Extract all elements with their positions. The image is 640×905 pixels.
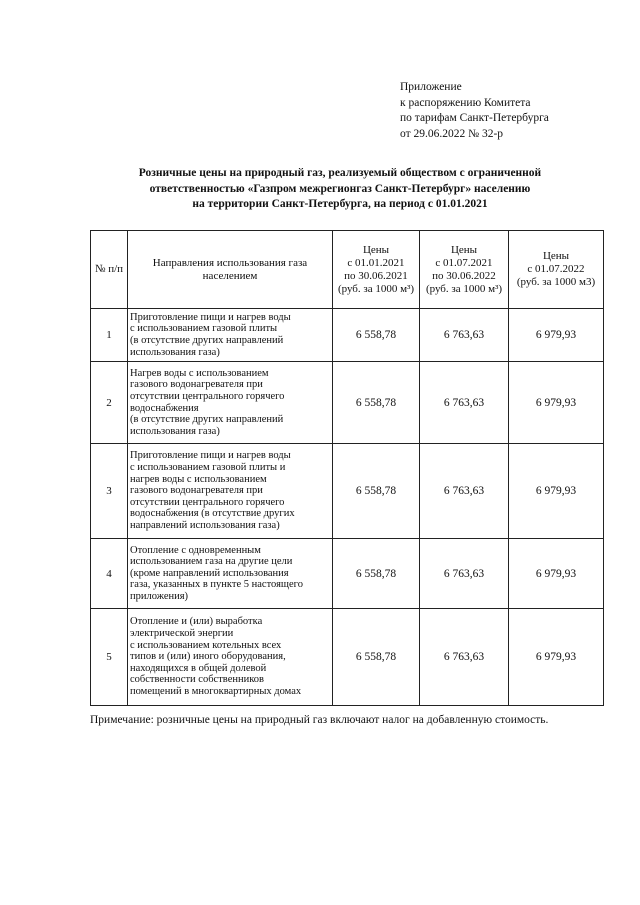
row-price-3: 6 979,93 (509, 362, 604, 444)
row-direction: Отопление с одновременным использованием газа на другие цели (кроме направлений использования газа, указанных в пункте 5 настоящего приложения) (128, 539, 333, 609)
row-price-3: 6 979,93 (509, 539, 604, 609)
row-price-1: 6 558,78 (333, 539, 420, 609)
appendix-line: от 29.06.2022 № 32-р (400, 127, 504, 140)
row-price-3: 6 979,93 (509, 609, 604, 706)
row-direction: Приготовление пищи и нагрев воды с использованием газовой плиты и нагрев воды с использованием газового водонагревателя при отсутствии центрального горячего водоснабжения (в отсутствие других направлений использования газа) (128, 444, 333, 539)
row-price-2: 6 763,63 (420, 444, 509, 539)
table-row (91, 362, 604, 444)
table-row (91, 444, 604, 539)
table-header-row (91, 231, 604, 309)
row-price-2: 6 763,63 (420, 609, 509, 706)
row-direction: Отопление и (или) выработка электрической энергии с использованием котельных всех типов и (или) иного оборудования, находящихся в общей долевой собственности собственников помещений в многоквартирных домах (128, 609, 333, 706)
document-title (90, 166, 590, 213)
row-price-2: 6 763,63 (420, 539, 509, 609)
row-price-1: 6 558,78 (333, 309, 420, 362)
row-price-1: 6 558,78 (333, 444, 420, 539)
row-num: 3 (91, 444, 128, 539)
row-price-2: 6 763,63 (420, 362, 509, 444)
appendix-line: по тарифам Санкт-Петербурга (400, 112, 549, 124)
row-num: 5 (91, 609, 128, 706)
row-price-1: 6 558,78 (333, 362, 420, 444)
row-price-2: 6 763,63 (420, 309, 509, 362)
row-num: 2 (91, 362, 128, 444)
table-row (91, 609, 604, 706)
row-direction: Нагрев воды с использованием газового водонагревателя при отсутствии центрального горячего водоснабжения (в отсутствие других направлений использования газа) (128, 362, 333, 444)
appendix-line: к распоряжению Комитета (400, 96, 531, 109)
row-direction: Приготовление пищи и нагрев воды с использованием газовой плиты (в отсутствие других направлений использования газа) (128, 309, 333, 362)
row-price-3: 6 979,93 (509, 444, 604, 539)
title-line: на территории Санкт-Петербурга, на период с 01.01.2021 (192, 198, 488, 210)
title-line: Розничные цены на природный газ, реализуемый обществом с ограниченной (138, 167, 542, 179)
row-num: 1 (91, 309, 128, 362)
row-price-3: 6 979,93 (509, 309, 604, 362)
table-row (91, 309, 604, 362)
header-direction: Направления использования газа населением (128, 231, 333, 309)
row-price-1: 6 558,78 (333, 609, 420, 706)
row-num: 4 (91, 539, 128, 609)
appendix-block (400, 80, 549, 142)
title-line: ответственностью «Газпром межрегионгаз Санкт-Петербург» населению (149, 182, 531, 195)
table-row (91, 539, 604, 609)
appendix-line: Приложение (400, 81, 462, 93)
header-num: № п/п (91, 231, 128, 309)
price-table (90, 230, 604, 706)
header-period-2: Цены с 01.07.2021 по 30.06.2022 (руб. за 1000 м³) (420, 231, 509, 309)
note-text: Примечание: розничные цены на природный газ включают налог на добавленную стоимость. (90, 714, 549, 726)
header-period-1: Цены с 01.01.2021 по 30.06.2021 (руб. за 1000 м³) (333, 231, 420, 309)
header-period-3: Цены с 01.07.2022 (руб. за 1000 м3) (509, 231, 604, 309)
